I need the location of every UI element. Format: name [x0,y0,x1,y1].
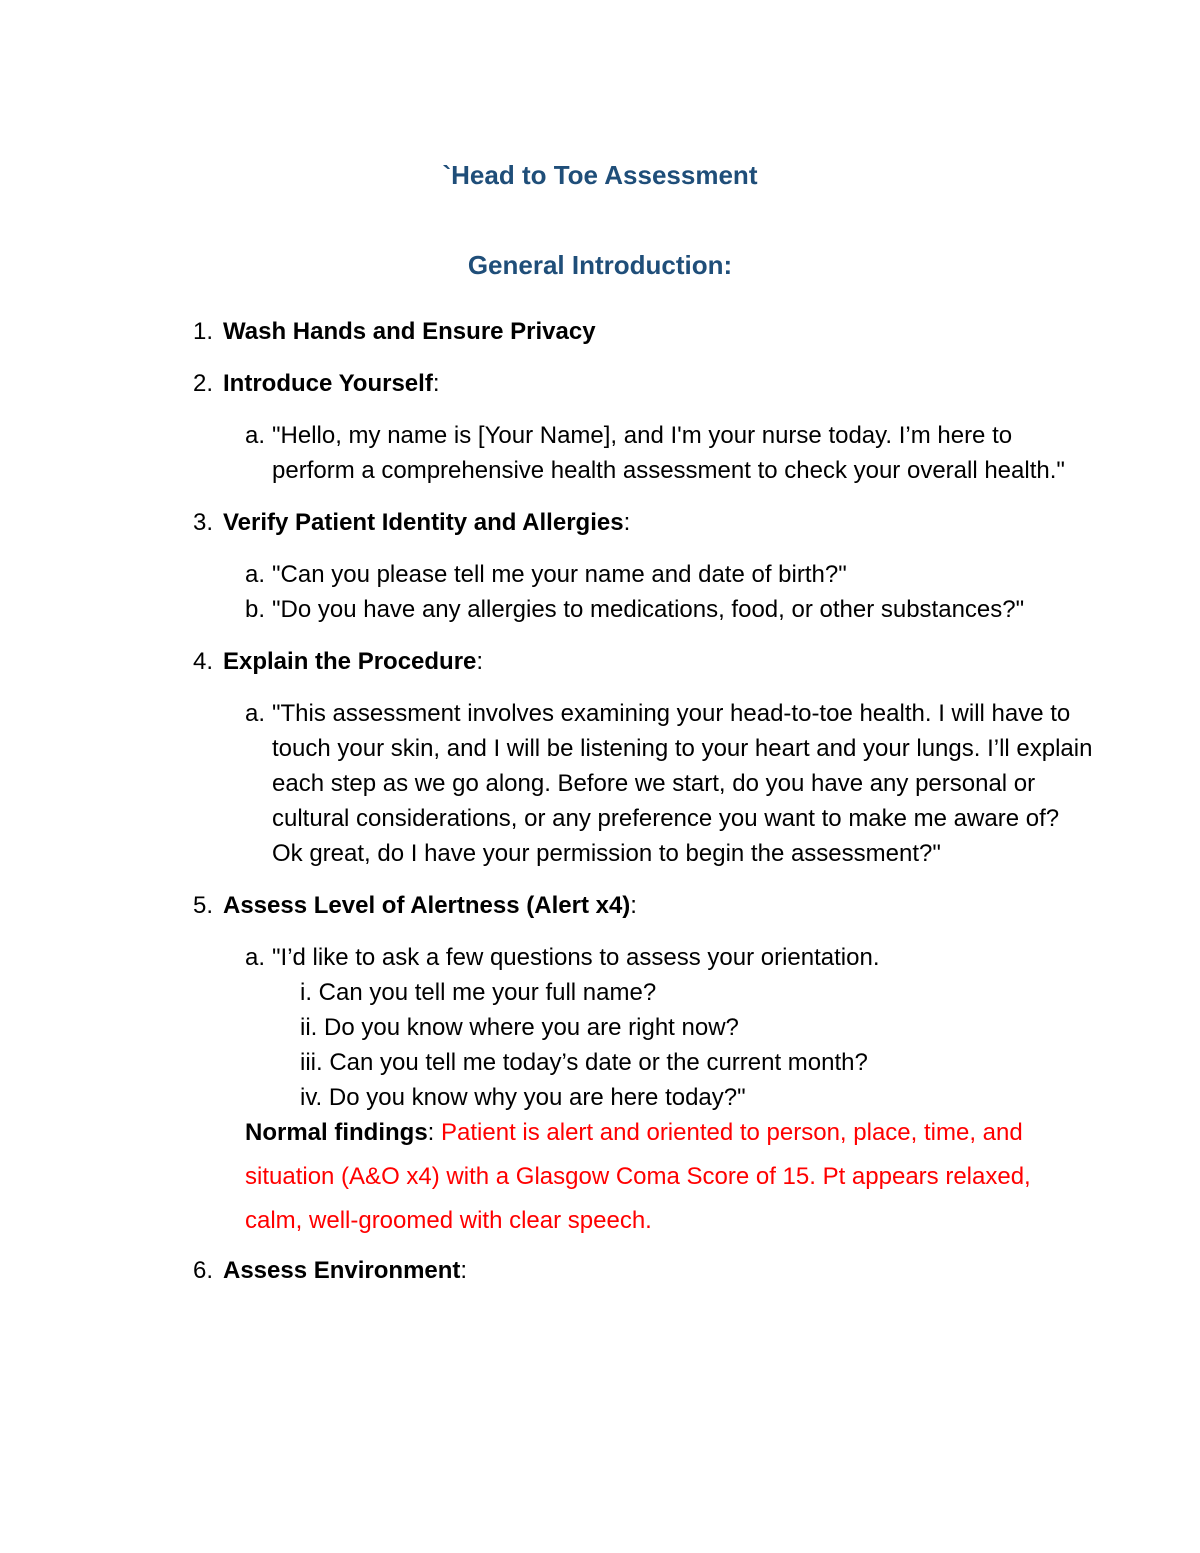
list-item [193,314,1093,349]
item-label: Verify Patient Identity and Allergies [223,509,624,536]
sub-marker: a. [245,422,266,449]
sub-marker: a. [245,561,266,588]
orientation-question: i. Can you tell me your full name? [300,979,657,1006]
sub-item [193,592,1093,627]
sub-text: "This assessment involves examining your head-to-toe health. I will have to touch your skin, and I will be listening to your heart and your lungs. I’ll explain each step as we go along. Before we start, do you have any personal or cultural considerations, or any preference you want to make me aware of? Ok great, do I have your permission to begin the assessment?" [272,700,1093,867]
item-number: 6. [193,1257,214,1284]
sub-item [193,557,1093,592]
normal-findings-text: Patient is alert and oriented to person, place, time, and situation (A&O x4) with a Glasgow Coma Score of 15. Pt appears relaxed, calm, well-groomed with clear speech. [245,1119,1031,1234]
sublist [193,418,1093,488]
sub-text: "Hello, my name is [Your Name], and I'm your nurse today. I’m here to perform a comprehensive health assessment to check your overall health." [272,422,1065,484]
sub-item [193,940,1093,975]
list-item [193,888,1093,923]
sub-text: "Do you have any allergies to medications, food, or other substances?" [272,596,1025,623]
orientation-question: iii. Can you tell me today’s date or the current month? [300,1049,868,1076]
sublist [193,696,1093,871]
sub-marker: a. [245,944,266,971]
section-heading: General Introduction: [467,250,733,280]
normal-findings [193,1111,1093,1243]
sub-item [193,696,1093,871]
orientation-question: ii. Do you know where you are right now? [300,1014,739,1041]
sub-marker: a. [245,700,266,727]
sub-item [193,418,1093,488]
item-number: 3. [193,509,214,536]
item-label: Explain the Procedure [223,648,477,675]
list-item [193,1253,1093,1288]
document-title: `Head to Toe Assessment [442,160,758,190]
item-label: Wash Hands and Ensure Privacy [223,318,596,345]
sublist [193,557,1093,627]
list-item [193,505,1093,540]
sub-text: "I’d like to ask a few questions to assess your orientation. [272,944,880,971]
list-item [193,366,1093,401]
item-number: 5. [193,892,214,919]
item-suffix: : [623,509,631,536]
assessment-list [193,314,1093,1305]
item-suffix: : [630,892,637,919]
item-label: Assess Level of Alertness (Alert x4) [223,892,631,919]
item-suffix: : [432,370,440,397]
sub-text: "Can you please tell me your name and date of birth?" [272,561,847,588]
sub-marker: b. [245,596,266,623]
item-number: 4. [193,648,214,675]
item-label: Introduce Yourself [223,370,433,397]
normal-findings-label: Normal findings [245,1119,428,1146]
sublist [193,940,1093,1115]
list-item [193,644,1093,679]
item-suffix: : [460,1257,468,1284]
item-label: Assess Environment [223,1257,461,1284]
item-suffix: : [476,648,484,675]
item-number: 1. [193,318,214,345]
item-number: 2. [193,370,214,397]
normal-findings-colon: : [427,1119,435,1146]
orientation-question: iv. Do you know why you are here today?" [300,1084,746,1111]
